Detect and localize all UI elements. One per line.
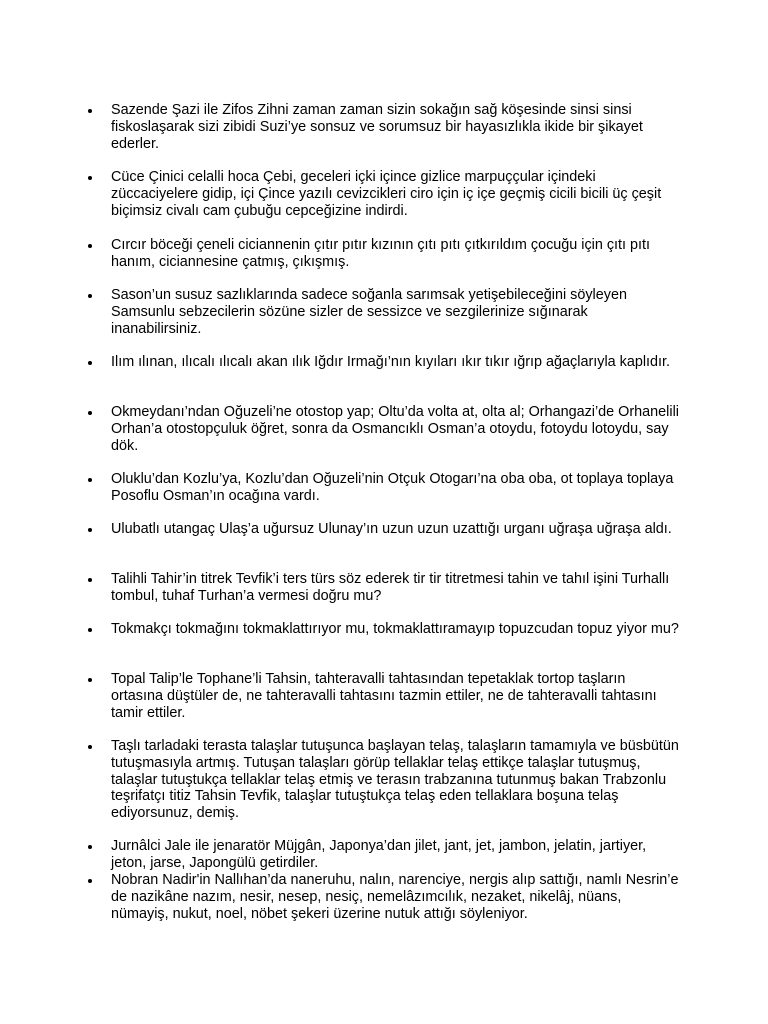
list-item-text: Taşlı tarladaki terasta talaşlar tutuşunca başlayan telaş, talaşların tamamıyla ve büsbütün tutuşmasıyla artmış. Tutuşan talaşları görüp tellaklar telaş ettikçe talaşlar tutuşmuş, talaşlar tutuştukça tellaklar telaş etmiş ve terasın trabzanına tutunmuş bakan Trabzonlu teşrifatçı titiz Tahsin Tevfik, talaşlar tutuştukça telaş eden tellaklara boşuna telaş ediyorsunuz, demiş. <box>111 738 679 822</box>
list-item-text: Cüce Çinici celalli hoca Çebi, geceleri içki içince gizlice marpuççular içindeki züccaciyelere gidip, içi Çince yazılı cevizcikleri ciro için iç içe geçmiş cicili bicili üç çeşit biçimsiz civalı cam çubuğu cepceğizine indirdi. <box>111 169 662 219</box>
list-item-text: Okmeydanı’ndan Oğuzeli’ne otostop yap; Oltu’da volta at, olta al; Orhangazi’de Orhanelili Orhan’a otostopçuluk öğret, sonra da Osmancıklı Osman’a otoydu, fotoydu lotoydu, say dök. <box>111 404 679 454</box>
list-item-text: Jurnâlci Jale ile jenaratör Müjgân, Japonya’dan jilet, jant, jet, jambon, jelatin, jartiyer, jeton, jarse, Japongülü getirdiler. <box>111 838 647 871</box>
list-item-text: Ilım ılınan, ılıcalı ılıcalı akan ılık Iğdır Irmağı’nın kıyıları ıkır tıkır ığrıp ağaçlarıyla kaplıdır. <box>111 354 671 370</box>
list-item-text: Nobran Nadir'in Nallıhan’da naneruhu, nalın, narenciye, nergis alıp sattığı, namlı Nesrin’e de nazikâne nazım, nesir, nesep, nesiç, nemelâzımcılık, nezaket, nikelâj, nüans, nümayiş, nukut, noel, nöbet şekeri üzerine nutuk attığı söyleniyor. <box>111 872 679 922</box>
list-item-text: Cırcır böceği çeneli ciciannenin çıtır pıtır kızının çıtı pıtı çıtkırıldım çocuğu için çıtı pıtı hanım, ciciannesine çatmış, çıkışmış. <box>111 237 651 270</box>
list-item-text: Tokmakçı tokmağını tokmaklattırıyor mu, tokmaklattıramayıp topuzcudan topuz yiyor mu? <box>111 621 679 637</box>
list-item-text: Ulubatlı utangaç Ulaş’a uğursuz Ulunay’ın uzun uzun uzattığı urganı uğraşa uğraşa aldı. <box>111 521 672 537</box>
list-item-text: Sason’un susuz sazlıklarında sadece soğanla sarımsak yetişebileceğini söyleyen Samsunlu sebzecilerin sözüne sizler de sessizce ve sezgilerinize sığınarak inanabilirsiniz. <box>111 287 627 337</box>
list-item-text: Oluklu’dan Kozlu’ya, Kozlu’dan Oğuzeli’nin Otçuk Otogarı’na oba oba, ot toplaya toplaya Posoflu Osman’ın ocağına vardı. <box>111 471 674 504</box>
list-item-text: Sazende Şazi ile Zifos Zihni zaman zaman sizin sokağın sağ köşesinde sinsi sinsi fiskoslaşarak sizi zibidi Suzi’ye sonsuz ve sorumsuz bir hayasızlıkla ikide bir şikayet ederler. <box>111 102 643 152</box>
list-item-text: Topal Talip’le Tophane’li Tahsin, tahteravalli tahtasından tepetaklak tortop taşların ortasına düştüler de, ne tahteravalli tahtasını tazmin ettiler, ne de tahteravalli tahtasını tamir ettiler. <box>111 671 657 721</box>
list-item-text: Talihli Tahir’in titrek Tevfik’i ters türs söz ederek tir tir titretmesi tahin ve tahıl işini Turhallı tombul, tuhaf Turhan’a vermesi doğru mu? <box>111 571 670 604</box>
